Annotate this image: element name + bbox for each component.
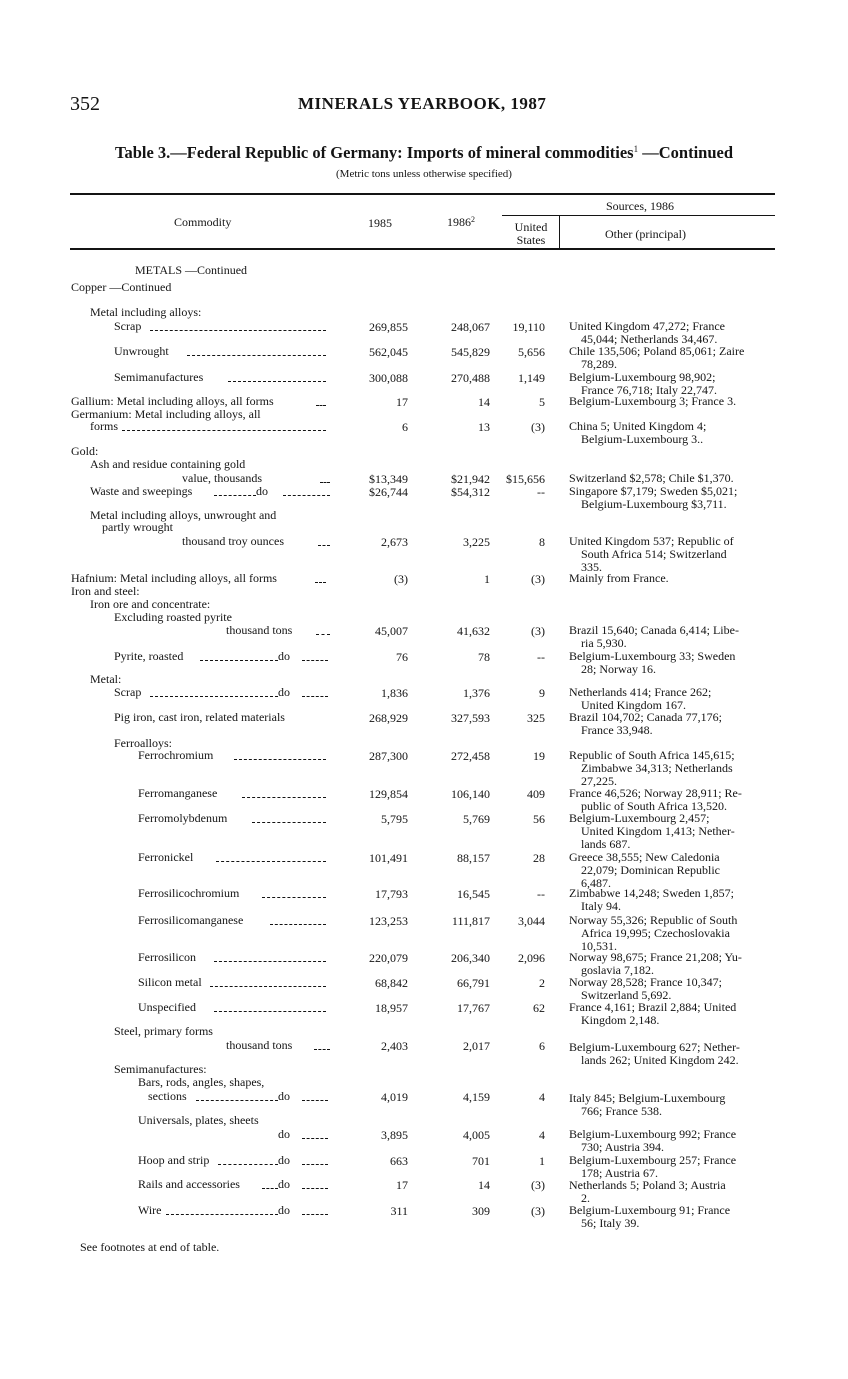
value-united-states: -- — [537, 485, 545, 499]
value-1985: 123,253 — [369, 914, 408, 928]
value-united-states: 5 — [539, 395, 545, 409]
value-united-states: 1 — [539, 1154, 545, 1168]
value-1986: 206,340 — [451, 951, 490, 965]
value-united-states: 62 — [533, 1001, 545, 1015]
row-leader — [214, 495, 256, 496]
value-1986: 17,767 — [457, 1001, 490, 1015]
row-leader — [270, 924, 326, 925]
other-sources-line: Belgium-Luxembourg 3; France 3. — [569, 394, 737, 408]
value-1986: 309 — [472, 1204, 490, 1218]
other-sources-line: Switzerland 5,692. — [581, 988, 672, 1002]
other-sources-line: United Kingdom 167. — [581, 698, 686, 712]
other-sources-line: Belgium-Luxembourg 627; Nether- — [569, 1040, 740, 1054]
other-sources-line: United Kingdom 47,272; France — [569, 319, 725, 333]
row-label: Ferrosilicomanganese — [138, 913, 244, 927]
row-leader — [318, 545, 330, 546]
other-sources-line: 78,289. — [581, 357, 617, 371]
section-partly-wrought: partly wrought — [102, 520, 173, 534]
other-sources-line: Belgium-Luxembourg 2,457; — [569, 811, 710, 825]
table-title — [0, 143, 848, 163]
other-sources-line: Singapore $7,179; Sweden $5,021; — [569, 484, 738, 498]
value-united-states: 19 — [533, 749, 545, 763]
row-label: Scrap — [114, 319, 142, 333]
table-subtitle: (Metric tons unless otherwise specified) — [336, 168, 512, 180]
other-sources-line: United Kingdom 1,413; Nether- — [581, 824, 735, 838]
value-united-states: $15,656 — [506, 472, 545, 486]
value-united-states: (3) — [531, 572, 545, 586]
value-1986: 66,791 — [457, 976, 490, 990]
row-label: Wire — [138, 1203, 162, 1217]
other-sources-line: 6,487. — [581, 876, 611, 890]
other-sources — [569, 572, 769, 585]
other-sources-line: Norway 28,528; France 10,347; — [569, 975, 722, 989]
other-sources-line: 730; Austria 394. — [581, 1140, 664, 1154]
row-leader — [252, 822, 326, 823]
value-1985: 68,842 — [375, 976, 408, 990]
row-leader — [200, 660, 278, 661]
row-leader — [242, 797, 326, 798]
row-leader — [218, 1164, 278, 1165]
other-sources-line: France 46,526; Norway 28,911; Re- — [569, 786, 742, 800]
value-1985: 562,045 — [369, 345, 408, 359]
value-united-states: 4 — [539, 1128, 545, 1142]
sources-divider — [559, 216, 560, 248]
other-sources-line: 22,079; Dominican Republic — [581, 863, 720, 877]
other-sources — [569, 624, 769, 650]
section-gold: Gold: — [71, 444, 99, 458]
header-bottom-rule — [70, 248, 775, 250]
value-1985: 287,300 — [369, 749, 408, 763]
value-1985: 18,957 — [375, 1001, 408, 1015]
value-1985: 17,793 — [375, 887, 408, 901]
value-1986: 270,488 — [451, 371, 490, 385]
other-sources-line: 45,044; Netherlands 34,467. — [581, 332, 718, 346]
value-1986: 14 — [478, 1178, 490, 1192]
other-sources-line: France 33,948. — [581, 723, 653, 737]
row-label: forms — [90, 419, 118, 433]
row-label: Pig iron, cast iron, related materials — [114, 710, 285, 724]
other-sources-line: goslavia 7,182. — [581, 963, 654, 977]
value-1985: 5,795 — [381, 812, 408, 826]
row-label: Hafnium: Metal including alloys, all forms — [71, 571, 277, 585]
other-sources — [569, 650, 769, 676]
other-sources-line: Netherlands 414; France 262; — [569, 685, 712, 699]
value-1986: 88,157 — [457, 851, 490, 865]
other-sources-line: Italy 94. — [581, 899, 621, 913]
row-unit: do — [278, 1089, 290, 1103]
row-label: Ferromolybdenum — [138, 811, 228, 825]
row-unit: do — [278, 1153, 290, 1167]
value-1986: 248,067 — [451, 320, 490, 334]
value-1986: 272,458 — [451, 749, 490, 763]
row-label: Unwrought — [114, 344, 169, 358]
value-1986: 3,225 — [463, 535, 490, 549]
other-sources-line: Zimbabwe 14,248; Sweden 1,857; — [569, 886, 734, 900]
value-1985: 101,491 — [369, 851, 408, 865]
row-label: Waste and sweepings — [90, 484, 193, 498]
other-sources — [569, 1128, 769, 1154]
section-copper: Copper —Continued — [71, 280, 172, 294]
value-1986: 41,632 — [457, 624, 490, 638]
section-ferroalloys: Ferroalloys: — [114, 736, 172, 750]
value-united-states: 325 — [527, 711, 545, 725]
other-sources-line: Belgium-Luxembourg 992; France — [569, 1127, 737, 1141]
row-leader — [262, 897, 326, 898]
value-1985: 17 — [396, 1178, 408, 1192]
other-sources-line: lands 262; United Kingdom 242. — [581, 1053, 739, 1067]
other-sources-line: Zimbabwe 34,313; Netherlands — [581, 761, 733, 775]
row-label: Hoop and strip — [138, 1153, 210, 1167]
other-sources-line: United Kingdom 537; Republic of — [569, 534, 734, 548]
other-sources — [569, 951, 769, 977]
other-sources-line: Brazil 104,702; Canada 77,176; — [569, 710, 722, 724]
row-unit: do — [278, 1203, 290, 1217]
page-number: 352 — [70, 93, 100, 115]
value-united-states: 2,096 — [518, 951, 545, 965]
value-1986: $21,942 — [451, 472, 490, 486]
other-sources-line: Belgium-Luxembourg 257; France — [569, 1153, 737, 1167]
value-1986: 327,593 — [451, 711, 490, 725]
other-sources-line: Norway 55,326; Republic of South — [569, 913, 738, 927]
header-united-states: United States — [514, 220, 548, 247]
value-1986: 701 — [472, 1154, 490, 1168]
other-sources-line: Kingdom 2,148. — [581, 1013, 660, 1027]
other-sources-line: 56; Italy 39. — [581, 1216, 640, 1230]
running-head: MINERALS YEARBOOK, 1987 — [298, 94, 547, 113]
value-united-states: (3) — [531, 420, 545, 434]
other-sources — [569, 535, 769, 574]
other-sources — [569, 1001, 769, 1027]
header-commodity: Commodity — [174, 215, 232, 229]
value-united-states: -- — [537, 887, 545, 901]
value-1986: 13 — [478, 420, 490, 434]
row-leader — [150, 696, 278, 697]
value-1986: 1 — [484, 572, 490, 586]
row-leader — [150, 330, 326, 331]
row-unit: do — [278, 649, 290, 663]
other-sources-line: Belgium-Luxembourg 3.. — [581, 432, 704, 446]
row-label: value, thousands — [182, 471, 262, 485]
row-leader — [302, 660, 328, 661]
section-metals: METALS —Continued — [135, 263, 248, 277]
value-united-states: (3) — [531, 624, 545, 638]
value-1986: 5,769 — [463, 812, 490, 826]
section-iron-steel: Iron and steel: — [71, 584, 140, 598]
value-united-states: 409 — [527, 787, 545, 801]
other-sources-line: 766; France 538. — [581, 1104, 662, 1118]
value-1986: 1,376 — [463, 686, 490, 700]
section-metal-unwrought: Metal including alloys, unwrought and — [90, 508, 277, 522]
row-label: Pyrite, roasted — [114, 649, 184, 663]
row-leader — [302, 1214, 328, 1215]
row-leader — [302, 1138, 328, 1139]
value-1985: 1,836 — [381, 686, 408, 700]
value-1985: 129,854 — [369, 787, 408, 801]
header-sources: Sources, 1986 — [606, 199, 674, 213]
row-unit: do — [256, 484, 268, 498]
other-sources-line: Republic of South Africa 145,615; — [569, 748, 735, 762]
section-excluding-pyrite: Excluding roasted pyrite — [114, 610, 232, 624]
row-leader — [216, 861, 326, 862]
value-1985: $13,349 — [369, 472, 408, 486]
value-united-states: -- — [537, 650, 545, 664]
value-united-states: (3) — [531, 1204, 545, 1218]
value-1986: 2,017 — [463, 1039, 490, 1053]
other-sources-line: Belgium-Luxembourg $3,711. — [581, 497, 727, 511]
other-sources-line: Chile 135,506; Poland 85,061; Zaire — [569, 344, 745, 358]
row-unit: do — [278, 685, 290, 699]
other-sources-line: Greece 38,555; New Caledonia — [569, 850, 720, 864]
row-leader — [262, 1188, 278, 1189]
row-unit: do — [278, 1177, 290, 1191]
other-sources — [569, 787, 769, 813]
row-leader — [234, 759, 326, 760]
other-sources-line: France 76,718; Italy 22,747. — [581, 383, 717, 397]
section-steel-primary: Steel, primary forms — [114, 1024, 213, 1038]
row-label: Rails and accessories — [138, 1177, 240, 1191]
header-1985: 1985 — [368, 216, 392, 230]
value-1985: 45,007 — [375, 624, 408, 638]
other-sources-line: Italy 845; Belgium-Luxembourg — [569, 1091, 726, 1105]
other-sources-line: 178; Austria 67. — [581, 1166, 658, 1180]
row-leader — [214, 1011, 326, 1012]
value-united-states: (3) — [531, 1178, 545, 1192]
row-label: thousand tons — [226, 623, 293, 637]
row-label: sections — [148, 1089, 187, 1103]
value-1985: $26,744 — [369, 485, 408, 499]
section-germanium: Germanium: Metal including alloys, all — [71, 407, 261, 421]
value-united-states: 2 — [539, 976, 545, 990]
value-1986: 4,159 — [463, 1090, 490, 1104]
sources-header-rule — [502, 215, 775, 216]
other-sources — [569, 812, 769, 851]
value-1986: 106,140 — [451, 787, 490, 801]
value-united-states: 6 — [539, 1039, 545, 1053]
footnote: See footnotes at end of table. — [80, 1240, 220, 1254]
value-1986: 78 — [478, 650, 490, 664]
row-label: Gallium: Metal including alloys, all forms — [71, 394, 274, 408]
row-leader — [302, 1188, 328, 1189]
other-sources-line: ria 5,930. — [581, 636, 627, 650]
value-1985: 300,088 — [369, 371, 408, 385]
other-sources-line: Norway 98,675; France 21,208; Yu- — [569, 950, 742, 964]
row-leader — [320, 482, 330, 483]
other-sources — [569, 887, 769, 913]
row-label: Unspecified — [138, 1000, 196, 1014]
value-1986: 16,545 — [457, 887, 490, 901]
other-sources — [569, 1204, 769, 1230]
row-leader — [302, 1100, 328, 1101]
row-label: Semimanufactures — [114, 370, 204, 384]
row-leader — [196, 1100, 278, 1101]
value-1985: 311 — [390, 1204, 408, 1218]
section-universals: Universals, plates, sheets — [138, 1113, 259, 1127]
value-1985: (3) — [394, 572, 408, 586]
other-sources-line: 335. — [581, 560, 602, 574]
header-other-principal: Other (principal) — [605, 227, 686, 241]
other-sources-line: Brazil 15,640; Canada 6,414; Libe- — [569, 623, 739, 637]
value-united-states: 1,149 — [518, 371, 545, 385]
row-label: Ferrosilicon — [138, 950, 196, 964]
value-1985: 269,855 — [369, 320, 408, 334]
row-label: thousand tons — [226, 1038, 293, 1052]
value-1985: 2,403 — [381, 1039, 408, 1053]
row-label: Scrap — [114, 685, 142, 699]
row-leader — [283, 495, 330, 496]
value-united-states: 8 — [539, 535, 545, 549]
other-sources — [569, 711, 769, 737]
other-sources-line: Africa 19,995; Czechoslovakia — [581, 926, 730, 940]
section-metal-alloys: Metal including alloys: — [90, 305, 202, 319]
row-label: Ferrochromium — [138, 748, 214, 762]
other-sources — [569, 1092, 769, 1118]
row-label: thousand troy ounces — [182, 534, 284, 548]
row-label: Silicon metal — [138, 975, 202, 989]
other-sources-line: Belgium-Luxembourg 98,902; — [569, 370, 716, 384]
table-top-rule — [70, 193, 775, 195]
other-sources-line: Belgium-Luxembourg 33; Sweden — [569, 649, 736, 663]
other-sources — [569, 1179, 769, 1205]
value-united-states: 3,044 — [518, 914, 545, 928]
row-leader — [315, 582, 326, 583]
row-leader — [228, 381, 326, 382]
other-sources-line: Mainly from France. — [569, 571, 669, 585]
value-united-states: 28 — [533, 851, 545, 865]
other-sources-line: 10,531. — [581, 939, 617, 953]
other-sources — [569, 1154, 769, 1180]
value-1985: 17 — [396, 395, 408, 409]
other-sources — [569, 485, 769, 511]
other-sources-line: France 4,161; Brazil 2,884; United — [569, 1000, 737, 1014]
section-metal: Metal: — [90, 672, 122, 686]
row-leader — [122, 430, 326, 431]
value-1985: 6 — [402, 420, 408, 434]
table-title-footnote-ref: 1 — [633, 144, 639, 154]
value-united-states: 5,656 — [518, 345, 545, 359]
other-sources-line: 28; Norway 16. — [581, 662, 656, 676]
value-1985: 4,019 — [381, 1090, 408, 1104]
other-sources — [569, 420, 769, 446]
section-bars: Bars, rods, angles, shapes, — [138, 1075, 265, 1089]
other-sources — [569, 749, 769, 788]
row-leader — [314, 1049, 330, 1050]
other-sources-line: South Africa 514; Switzerland — [581, 547, 727, 561]
value-1986: 111,817 — [451, 914, 490, 928]
other-sources-line: Switzerland $2,578; Chile $1,370. — [569, 471, 734, 485]
value-1986: $54,312 — [451, 485, 490, 499]
row-leader — [316, 405, 326, 406]
other-sources — [569, 395, 769, 408]
header-1986 — [447, 215, 475, 230]
other-sources-line: China 5; United Kingdom 4; — [569, 419, 707, 433]
header-1986-text: 1986 — [447, 215, 471, 229]
row-label: Ferronickel — [138, 850, 194, 864]
section-iron-ore: Iron ore and concentrate: — [90, 597, 211, 611]
row-leader — [210, 986, 326, 987]
value-united-states: 19,110 — [512, 320, 545, 334]
other-sources — [569, 686, 769, 712]
row-label: Ferrosilicochromium — [138, 886, 240, 900]
row-leader — [316, 634, 330, 635]
value-1986: 4,005 — [463, 1128, 490, 1142]
other-sources-line: public of South Africa 13,520. — [581, 799, 727, 813]
value-1985: 220,079 — [369, 951, 408, 965]
value-united-states: 9 — [539, 686, 545, 700]
header-1986-footnote-ref: 2 — [471, 215, 475, 224]
row-label: Ferromanganese — [138, 786, 218, 800]
other-sources-line: 2. — [581, 1191, 590, 1205]
value-1985: 268,929 — [369, 711, 408, 725]
value-1985: 663 — [390, 1154, 408, 1168]
other-sources — [569, 320, 769, 346]
value-1986: 14 — [478, 395, 490, 409]
other-sources — [569, 976, 769, 1002]
value-united-states: 4 — [539, 1090, 545, 1104]
value-united-states: 56 — [533, 812, 545, 826]
row-leader — [166, 1214, 278, 1215]
other-sources — [569, 345, 769, 371]
other-sources-line: 27,225. — [581, 774, 617, 788]
row-unit: do — [278, 1127, 290, 1141]
other-sources-line: Belgium-Luxembourg 91; France — [569, 1203, 731, 1217]
value-1985: 3,895 — [381, 1128, 408, 1142]
other-sources-line: Netherlands 5; Poland 3; Austria — [569, 1178, 726, 1192]
row-leader — [302, 696, 328, 697]
other-sources-line: lands 687. — [581, 837, 631, 851]
table-title-text: Table 3.—Federal Republic of Germany: Imports of mineral commodities — [114, 143, 634, 162]
table-title-continued: —Continued — [638, 143, 734, 162]
row-leader — [302, 1164, 328, 1165]
other-sources — [569, 914, 769, 953]
section-semimanufactures: Semimanufactures: — [114, 1062, 207, 1076]
section-ash-residue: Ash and residue containing gold — [90, 457, 246, 471]
row-leader — [187, 355, 326, 356]
value-1985: 2,673 — [381, 535, 408, 549]
value-1985: 76 — [396, 650, 408, 664]
other-sources — [569, 851, 769, 890]
row-leader — [214, 961, 326, 962]
other-sources — [569, 1041, 769, 1067]
value-1986: 545,829 — [451, 345, 490, 359]
